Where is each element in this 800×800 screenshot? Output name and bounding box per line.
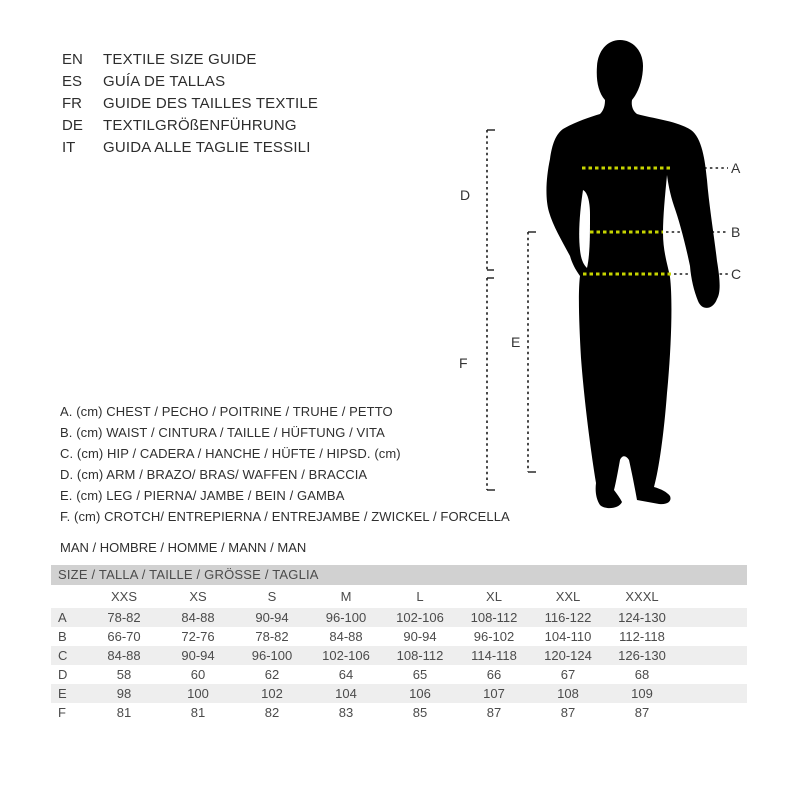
size-cell: 87 (634, 705, 650, 720)
size-cell: 68 (634, 667, 650, 682)
size-cell: 102-106 (396, 610, 444, 625)
lang-code: ES (62, 73, 83, 90)
size-cell: 81 (190, 705, 206, 720)
language-title-block (62, 49, 318, 159)
col-header-l: L (416, 589, 424, 604)
row-label: D (58, 667, 68, 682)
size-cell: 126-130 (618, 648, 666, 663)
size-cell: 90-94 (255, 610, 289, 625)
row-label: E (58, 686, 67, 701)
table-row-b (51, 627, 747, 646)
size-cell: 84-88 (107, 648, 141, 663)
size-cell: 60 (190, 667, 206, 682)
size-cell: 108-112 (396, 648, 444, 663)
row-label: A (58, 610, 67, 625)
legend-waist: B. (cm) WAIST / CINTURA / TAILLE / HÜFTUNG / VITA (60, 425, 385, 440)
size-cell: 102 (261, 686, 283, 701)
col-header-xxl: XXL (555, 589, 581, 604)
size-cell: 64 (338, 667, 354, 682)
spacer-cell (679, 585, 747, 608)
size-cell: 120-124 (544, 648, 592, 663)
size-column-header-row (51, 585, 747, 608)
lang-code: IT (62, 139, 76, 156)
size-cell: 108-112 (470, 610, 518, 625)
lang-title: GUIDA ALLE TAGLIE TESSILI (103, 139, 311, 156)
spacer-cell (679, 703, 747, 722)
man-silhouette (546, 40, 719, 508)
size-cell: 81 (116, 705, 132, 720)
size-cell: 83 (338, 705, 354, 720)
spacer-cell (679, 684, 747, 703)
label-hip-c: C (731, 266, 742, 282)
label-waist-b: B (731, 224, 741, 240)
size-cell: 96-100 (325, 610, 367, 625)
size-cell: 104 (335, 686, 357, 701)
corner-cell (51, 585, 87, 608)
row-label: F (58, 705, 66, 720)
size-cell: 65 (412, 667, 428, 682)
lang-row-it (62, 137, 318, 159)
table-row-d (51, 665, 747, 684)
label-leg-e: E (511, 334, 521, 350)
label-crotch-f: F (459, 355, 468, 371)
size-cell: 66 (486, 667, 502, 682)
category-label: MAN / HOMBRE / HOMME / MANN / MAN (60, 540, 307, 555)
legend-crotch: F. (cm) CROTCH/ ENTREPIERNA / ENTREJAMBE / ZWICKEL / FORCELLA (60, 509, 510, 524)
legend-hip: C. (cm) HIP / CADERA / HANCHE / HÜFTE / HIPSD. (cm) (60, 446, 401, 461)
size-cell: 84-88 (181, 610, 215, 625)
size-cell: 87 (486, 705, 502, 720)
size-cell: 124-130 (618, 610, 666, 625)
label-chest-a: A (731, 160, 741, 176)
size-cell: 106 (409, 686, 431, 701)
size-cell: 96-100 (251, 648, 293, 663)
lang-row-es (62, 71, 318, 93)
col-header-xl: XL (486, 589, 502, 604)
legend-arm: D. (cm) ARM / BRAZO/ BRAS/ WAFFEN / BRACCIA (60, 467, 368, 482)
size-cell: 90-94 (181, 648, 215, 663)
lang-code: EN (62, 51, 83, 68)
size-cell: 85 (412, 705, 428, 720)
label-arm-d: D (460, 187, 471, 203)
size-cell: 58 (116, 667, 132, 682)
size-cell: 100 (187, 686, 209, 701)
size-cell: 108 (557, 686, 579, 701)
col-header-s: S (267, 589, 277, 604)
legend-leg: E. (cm) LEG / PIERNA/ JAMBE / BEIN / GAMBA (60, 488, 345, 503)
spacer-cell (679, 665, 747, 684)
table-row-a (51, 608, 747, 627)
size-table-title: SIZE / TALLA / TAILLE / GRÖSSE / TAGLIA (51, 565, 747, 585)
col-header-m: M (340, 589, 352, 604)
row-label: C (58, 648, 68, 663)
legend-chest: A. (cm) CHEST / PECHO / POITRINE / TRUHE / PETTO (60, 404, 393, 419)
spacer-cell (679, 608, 747, 627)
size-cell: 84-88 (329, 629, 363, 644)
lang-title: TEXTILE SIZE GUIDE (103, 51, 257, 68)
size-cell: 102-106 (322, 648, 370, 663)
lang-code: DE (62, 117, 83, 134)
lang-row-en (62, 49, 318, 71)
col-header-xs: XS (189, 589, 207, 604)
spacer-cell (679, 646, 747, 665)
size-cell: 104-110 (544, 629, 592, 644)
measurement-legend (60, 401, 510, 558)
size-cell: 114-118 (471, 648, 517, 663)
size-cell: 78-82 (255, 629, 289, 644)
col-header-xxxl: XXXL (625, 589, 659, 604)
table-row-e (51, 684, 747, 703)
size-cell: 109 (631, 686, 653, 701)
size-cell: 82 (264, 705, 280, 720)
lang-row-fr (62, 93, 318, 115)
lang-code: FR (62, 95, 82, 112)
size-cell: 107 (483, 686, 505, 701)
size-cell: 90-94 (403, 629, 437, 644)
lang-title: GUIDE DES TAILLES TEXTILE (103, 95, 319, 112)
table-row-c (51, 646, 747, 665)
table-row-f (51, 703, 747, 722)
size-cell: 67 (560, 667, 576, 682)
col-header-xxs: XXS (110, 589, 137, 604)
size-cell: 66-70 (107, 629, 141, 644)
lang-title: TEXTILGRÖßENFÜHRUNG (103, 117, 297, 134)
size-cell: 72-76 (181, 629, 215, 644)
size-cell: 116-122 (544, 610, 592, 625)
size-cell: 98 (116, 686, 132, 701)
lang-title: GUÍA DE TALLAS (103, 73, 226, 90)
size-cell: 62 (264, 667, 280, 682)
row-label: B (58, 629, 67, 644)
size-table-section (51, 565, 747, 722)
size-cell: 96-102 (473, 629, 515, 644)
spacer-cell (679, 627, 747, 646)
lang-row-de (62, 115, 318, 137)
size-table (51, 585, 747, 722)
size-cell: 87 (560, 705, 576, 720)
size-cell: 78-82 (107, 610, 141, 625)
size-cell: 112-118 (619, 629, 665, 644)
